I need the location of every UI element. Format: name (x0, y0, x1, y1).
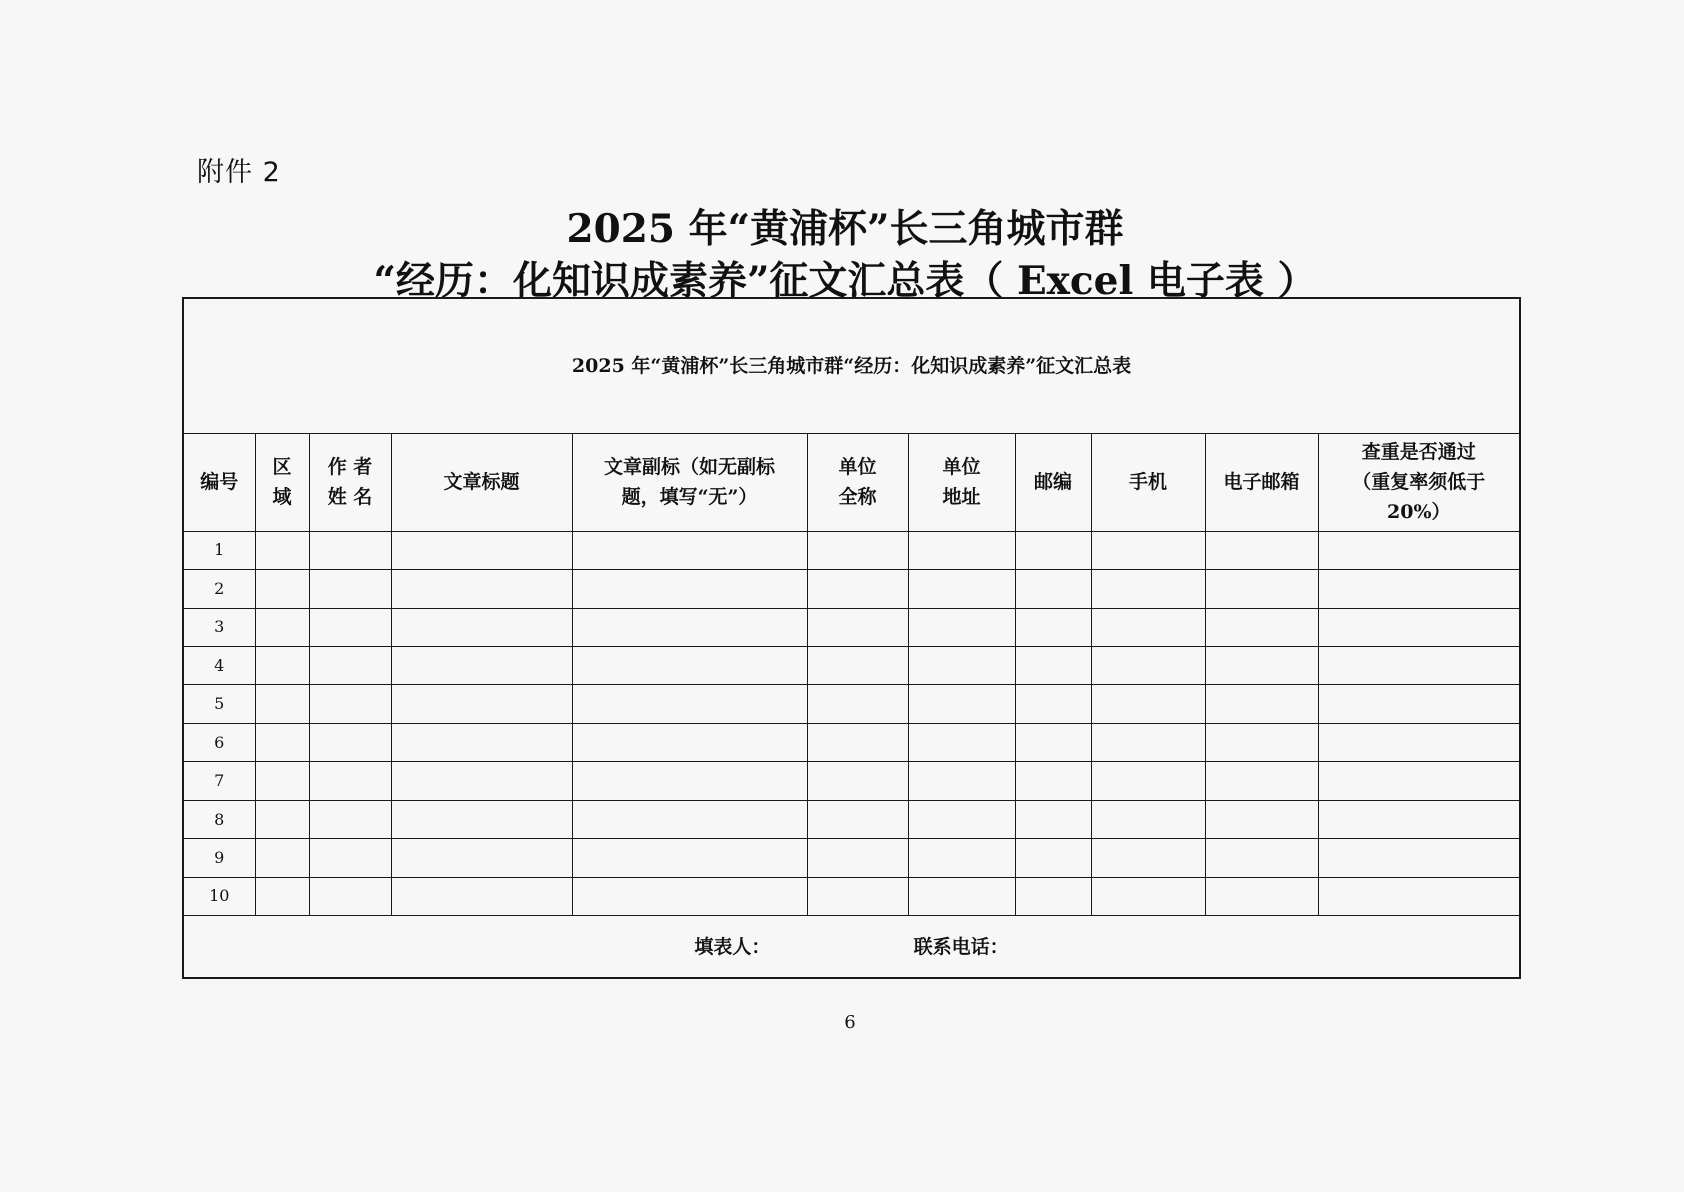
table-cell[interactable] (1015, 608, 1091, 646)
table-cell[interactable] (908, 608, 1015, 646)
table-cell[interactable] (807, 531, 908, 569)
page-number: 6 (844, 1012, 856, 1033)
table-cell[interactable] (391, 647, 572, 685)
table-cell[interactable] (391, 800, 572, 838)
header-article-title: 文章标题 (391, 433, 572, 531)
table-cell[interactable] (572, 608, 807, 646)
table-cell[interactable] (572, 839, 807, 877)
table-row (183, 762, 1520, 800)
table-cell[interactable] (908, 762, 1015, 800)
table-cell[interactable] (309, 723, 391, 761)
header-subtitle: 文章副标（如无副标 题，填写“无”） (572, 433, 807, 531)
header-email: 电子邮箱 (1205, 433, 1318, 531)
table-cell[interactable] (572, 531, 807, 569)
table-cell[interactable] (1091, 723, 1205, 761)
table-cell[interactable] (309, 839, 391, 877)
header-author: 作 者 姓 名 (309, 433, 391, 531)
document-title-line1: 2025 年“黄浦杯”长三角城市群 (566, 206, 1124, 252)
table-cell[interactable] (908, 839, 1015, 877)
table-footer (183, 916, 1520, 978)
table-cell[interactable] (1091, 877, 1205, 916)
table-row (183, 531, 1520, 569)
row-number: 5 (183, 685, 255, 723)
table-cell[interactable] (807, 608, 908, 646)
table-cell[interactable] (807, 800, 908, 838)
table-cell[interactable] (807, 570, 908, 608)
table-cell[interactable] (391, 839, 572, 877)
table-cell[interactable] (255, 647, 309, 685)
row-number: 10 (183, 877, 255, 916)
table-cell[interactable] (255, 800, 309, 838)
table-cell[interactable] (807, 762, 908, 800)
table-cell[interactable] (1015, 531, 1091, 569)
table-cell[interactable] (807, 647, 908, 685)
header-no: 编号 (183, 433, 255, 531)
header-org-name: 单位 全称 (807, 433, 908, 531)
row-number: 4 (183, 647, 255, 685)
contact-phone-label: 联系电话： (913, 935, 1009, 958)
table-cell[interactable] (309, 685, 391, 723)
table-cell[interactable] (1205, 800, 1318, 838)
table-cell[interactable] (1205, 685, 1318, 723)
table-cell[interactable] (1318, 570, 1520, 608)
table-cell[interactable] (1205, 839, 1318, 877)
table-cell[interactable] (572, 647, 807, 685)
table-cell[interactable] (1091, 570, 1205, 608)
table-cell[interactable] (908, 685, 1015, 723)
table-cell[interactable] (1091, 531, 1205, 569)
table-cell[interactable] (309, 877, 391, 916)
table-row (183, 723, 1520, 761)
table-cell[interactable] (309, 762, 391, 800)
table-cell[interactable] (1318, 762, 1520, 800)
table-row (183, 685, 1520, 723)
row-number: 6 (183, 723, 255, 761)
table-cell[interactable] (908, 531, 1015, 569)
table-cell[interactable] (1015, 877, 1091, 916)
table-cell[interactable] (1205, 608, 1318, 646)
attachment-label: 附件 2 (197, 157, 281, 188)
table-cell[interactable] (572, 723, 807, 761)
table-cell[interactable] (1015, 570, 1091, 608)
table-cell[interactable] (309, 608, 391, 646)
sheet-title: 2025 年“黄浦杯”长三角城市群“经历：化知识成素养”征文汇总表 (183, 298, 1520, 433)
row-number: 3 (183, 608, 255, 646)
table-cell[interactable] (908, 570, 1015, 608)
table-row (183, 647, 1520, 685)
table-cell[interactable] (391, 608, 572, 646)
table-cell[interactable] (908, 877, 1015, 916)
header-district: 区 域 (255, 433, 309, 531)
table-cell[interactable] (1015, 723, 1091, 761)
table-row (183, 608, 1520, 646)
table-cell[interactable] (1091, 839, 1205, 877)
table-row (183, 839, 1520, 877)
table-cell[interactable] (1091, 800, 1205, 838)
table-cell[interactable] (309, 800, 391, 838)
table-cell[interactable] (391, 685, 572, 723)
table-row (183, 877, 1520, 916)
table-cell[interactable] (1318, 877, 1520, 916)
document-title-line2: “经历：化知识成素养”征文汇总表（ Excel 电子表 ） (373, 258, 1317, 304)
header-mobile: 手机 (1091, 433, 1205, 531)
table-cell[interactable] (255, 723, 309, 761)
header-row (183, 433, 1520, 531)
table-row (183, 570, 1520, 608)
table-cell[interactable] (1205, 570, 1318, 608)
table-cell[interactable] (908, 800, 1015, 838)
table-cell[interactable] (255, 877, 309, 916)
table-cell[interactable] (255, 531, 309, 569)
table-cell[interactable] (255, 608, 309, 646)
row-number: 9 (183, 839, 255, 877)
table-cell[interactable] (255, 839, 309, 877)
table-cell[interactable] (1318, 800, 1520, 838)
table-cell[interactable] (908, 723, 1015, 761)
row-number: 2 (183, 570, 255, 608)
table-cell[interactable] (1205, 723, 1318, 761)
table-cell[interactable] (1318, 685, 1520, 723)
row-number: 1 (183, 531, 255, 569)
table-cell[interactable] (255, 685, 309, 723)
row-number: 7 (183, 762, 255, 800)
table-cell[interactable] (807, 877, 908, 916)
table-cell[interactable] (391, 723, 572, 761)
table-cell[interactable] (1318, 647, 1520, 685)
table-cell[interactable] (572, 800, 807, 838)
table-cell[interactable] (1318, 608, 1520, 646)
table-cell[interactable] (391, 570, 572, 608)
table-row (183, 800, 1520, 838)
table-cell[interactable] (1205, 647, 1318, 685)
filled-by-label: 填表人： (694, 935, 771, 958)
table-cell[interactable] (1015, 685, 1091, 723)
table-cell[interactable] (1091, 608, 1205, 646)
table-cell[interactable] (572, 685, 807, 723)
row-number: 8 (183, 800, 255, 838)
table-cell[interactable] (1318, 839, 1520, 877)
table-cell[interactable] (1091, 762, 1205, 800)
table-cell[interactable] (391, 762, 572, 800)
table-cell[interactable] (1091, 685, 1205, 723)
table-cell[interactable] (255, 762, 309, 800)
table-cell[interactable] (1205, 762, 1318, 800)
table-cell[interactable] (1015, 839, 1091, 877)
table-cell[interactable] (572, 762, 807, 800)
header-plagiarism: 查重是否通过 （重复率须低于 20%） (1318, 433, 1520, 531)
table-cell[interactable] (1015, 762, 1091, 800)
table-cell[interactable] (1091, 647, 1205, 685)
table-cell[interactable] (1318, 723, 1520, 761)
table-cell[interactable] (572, 877, 807, 916)
table-cell[interactable] (391, 531, 572, 569)
table-cell[interactable] (1015, 800, 1091, 838)
table-cell[interactable] (309, 647, 391, 685)
table-cell[interactable] (1205, 877, 1318, 916)
table-cell[interactable] (807, 839, 908, 877)
table-cell[interactable] (1015, 647, 1091, 685)
table-cell[interactable] (807, 685, 908, 723)
table-cell[interactable] (807, 723, 908, 761)
summary-table (182, 297, 1521, 979)
table-cell[interactable] (572, 570, 807, 608)
table-cell[interactable] (309, 570, 391, 608)
table-cell[interactable] (1205, 531, 1318, 569)
table-cell[interactable] (391, 877, 572, 916)
table-cell[interactable] (255, 570, 309, 608)
table-cell[interactable] (309, 531, 391, 569)
table-cell[interactable] (908, 647, 1015, 685)
header-postcode: 邮编 (1015, 433, 1091, 531)
header-org-address: 单位 地址 (908, 433, 1015, 531)
table-cell[interactable] (1318, 531, 1520, 569)
